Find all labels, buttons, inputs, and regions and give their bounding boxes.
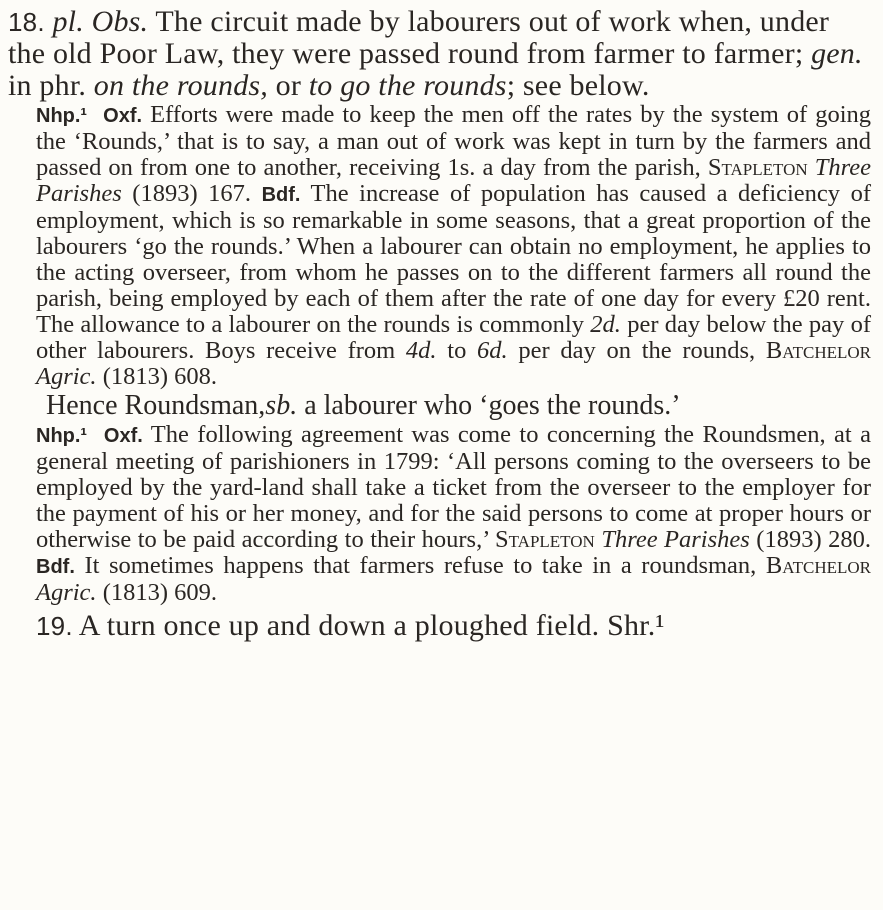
region-nhp: Nhp.¹ — [36, 425, 88, 447]
citation-text: It sometimes happens that farmers refuse to take in a roundsman, — [74, 552, 766, 579]
phrase: to go the rounds — [308, 69, 507, 102]
gen-abbrev: gen. — [811, 37, 863, 70]
definition-text: ; see below. — [506, 69, 650, 102]
entry-number: 19. — [36, 611, 73, 641]
region-oxf: Oxf. — [103, 425, 143, 447]
author-stapleton: Stapleton — [707, 154, 808, 181]
region-bdf: Bdf. — [36, 556, 75, 578]
definition-text: in phr. — [8, 69, 94, 102]
part-of-speech: sb. — [265, 390, 298, 421]
phrase: on the rounds, — [93, 69, 268, 102]
definition-text: The circuit made by labourers out of work when, under the old Poor Law, they were passed round from farmer to farmer; — [8, 5, 830, 70]
citation-ref: (1893) 167. — [121, 180, 262, 207]
work-title: Three Parishes — [601, 526, 750, 553]
amount: 4d. — [405, 337, 437, 364]
region-oxf: Oxf. — [103, 105, 143, 127]
author-batchelor: Batchelor — [765, 337, 871, 364]
headword-roundsman: Roundsman, — [124, 390, 266, 421]
work-title: Agric. — [36, 363, 97, 390]
entry-18-citations — [8, 102, 871, 390]
citation-text: per day below the pay of other labourers. Boys receive from — [36, 311, 871, 364]
citation-ref: (1893) 280. — [749, 526, 871, 553]
region-nhp: Nhp.¹ — [36, 105, 88, 127]
citation-text: The following agreement was come to concerning the Roundsmen, at a general meeting of parishioners in 1799: ‘All persons coming to the overseers to be employed by the yard-land shall take a ticket from the overseer to the employer for the payment of his or her money, and for the said persons to come at proper hours or otherwise to be paid according to their hours,’ — [36, 421, 871, 553]
region-bdf: Bdf. — [261, 184, 301, 206]
work-title: Three Parishes — [36, 154, 872, 207]
entry-label: pl. Obs. — [52, 5, 149, 38]
definition-text: or — [267, 69, 309, 102]
roundsman-citations — [8, 422, 871, 606]
citation-text: The increase of population has caused a deficiency of employment, which is so remarkable in some seasons, that a great proportion of the labourers ‘go the rounds.’ When a labourer can obtain no employment, he applies to the acting overseer, from whom he passes on to the different farmers all round the parish, being employed by each of them after the rate of one day for every £20 rent. The allowance to a labourer on the rounds is commonly — [36, 180, 871, 338]
amount: 2d. — [590, 311, 621, 338]
citation-ref: (1813) 608. — [96, 363, 218, 390]
author-batchelor: Batchelor — [765, 552, 871, 579]
entry-19-definition — [8, 610, 871, 642]
entry-number: 18. — [8, 7, 45, 37]
amount: 6d. — [477, 337, 508, 364]
definition-text: a labourer who ‘goes the rounds.’ — [297, 390, 681, 421]
derived-roundsman — [8, 390, 871, 422]
hence-lead: Hence — [46, 390, 125, 421]
citation-text: per day on the rounds, — [507, 337, 766, 364]
region-shr: Shr.¹ — [607, 609, 665, 642]
work-title: Agric. — [36, 579, 97, 606]
citation-ref: (1813) 609. — [96, 579, 218, 606]
citation-text: to — [436, 337, 478, 364]
entry-18-definition — [8, 6, 871, 102]
definition-text: A turn once up and down a ploughed field. — [72, 609, 608, 642]
citation-text: Efforts were made to keep the men off the rates by the system of going the ‘Rounds,’ that is to say, a man out of work was kept in turn by the farmers and passed on from one to another, receiving 1s. a day from the parish, — [36, 101, 872, 181]
author-stapleton: Stapleton — [495, 526, 595, 553]
